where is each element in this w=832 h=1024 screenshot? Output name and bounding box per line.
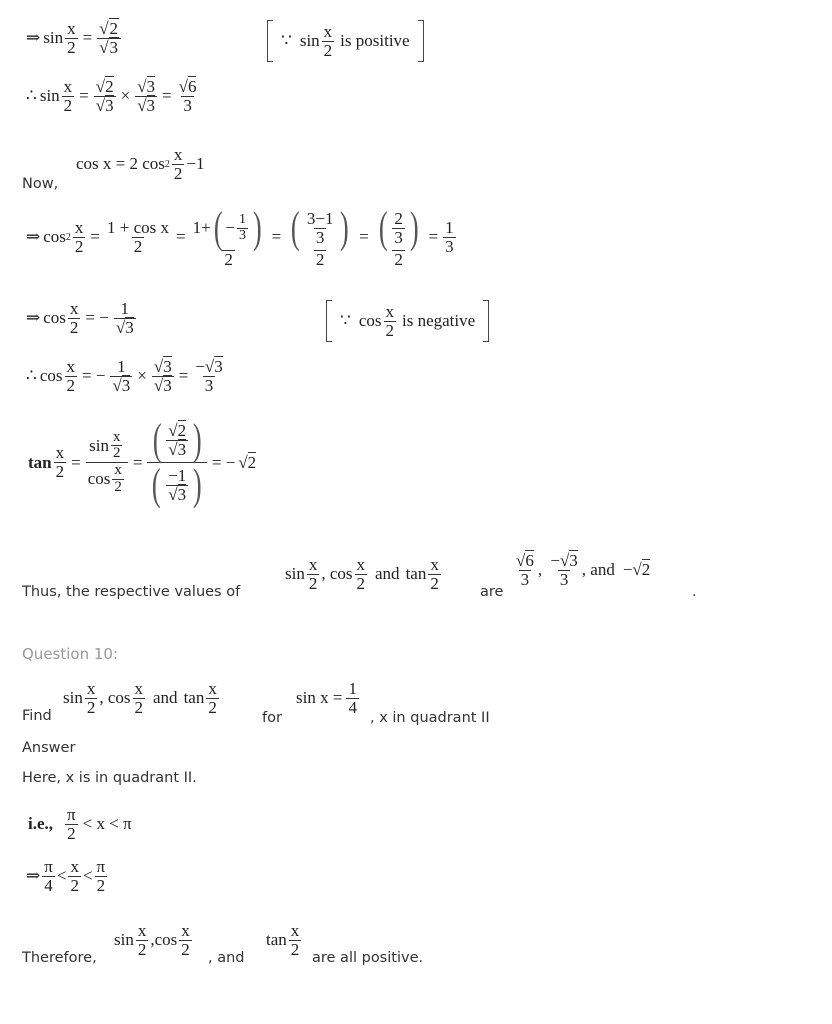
- equals-sign: =: [132, 452, 143, 472]
- conclusion-functions: sin $\frac{x}{2}$ , cos $\frac{x}{2}$ and tan $\frac{x}{2}$: [285, 555, 439, 593]
- cos-identity-lhs: cos x = 2 cos: [76, 154, 165, 174]
- fraction-x-over-2: $\frac{x}{2}$: [134, 679, 144, 717]
- inequality-rest: < x < π: [82, 814, 132, 834]
- fraction: ( $\frac{3-1}{3}$ ) 2: [291, 203, 350, 269]
- radicand: 2: [247, 452, 257, 472]
- fraction: $\frac{√2}{√3}$: [95, 77, 114, 115]
- right-bracket-icon: [418, 20, 424, 62]
- therefore-symbol: ∴: [26, 86, 37, 106]
- sin-label: sin: [39, 86, 60, 106]
- therefore-symbol: ∴: [26, 366, 37, 386]
- equals-sign: =: [176, 227, 186, 247]
- right-bracket-icon: [483, 300, 489, 342]
- less-than: <: [82, 866, 93, 886]
- fraction-x-over-2: $\frac{x}{2}$: [173, 145, 183, 183]
- ie-inequality: [28, 806, 132, 843]
- fraction: $\frac{1}{√3}$: [115, 299, 134, 337]
- eq-cos-double-angle: [76, 146, 205, 183]
- eq-sin-half-rationalized: [26, 78, 200, 115]
- cos-label: cos: [107, 688, 131, 708]
- fraction-pi-over-2: $\frac{\pi}{2}$: [67, 805, 76, 843]
- tan-label: tan: [183, 688, 205, 708]
- fraction-x-over-2: $\frac{x}{2}$: [66, 357, 75, 395]
- fraction: ( $\frac{2}{3}$ ) 2: [378, 203, 419, 269]
- fraction-pi-over-4: $\frac{\pi}{4}$: [44, 857, 53, 895]
- value-cos: $\frac{-√3}{3}$: [550, 551, 578, 589]
- fraction-x-over-2: $\frac{x}{2}$: [86, 679, 96, 717]
- sin-label: sin: [299, 31, 320, 50]
- conclusion-lead: Thus, the respective values of: [22, 584, 241, 600]
- eq-tan-half: tan $\frac{x}{2}$ = sin $\frac{x}{2}$ cos $\frac{x}{2}$ = ( $\frac{√2}{√3}$ ) ( $\frac{-1}{√3}$ ) = − √2: [28, 415, 257, 509]
- positive-text: are all positive.: [312, 950, 424, 966]
- equals-sign: =: [271, 227, 282, 247]
- sin-label: sin: [285, 564, 305, 584]
- question-functions: sin $\frac{x}{2}$ , cos $\frac{x}{2}$ and tan $\frac{x}{2}$: [63, 679, 217, 717]
- cos-label: cos: [329, 564, 353, 584]
- fraction: $\frac{√3}{√3}$: [137, 77, 156, 115]
- and-text: , and: [208, 950, 245, 966]
- given-lhs: sin x =: [296, 688, 343, 708]
- reason-text: is positive: [340, 31, 410, 50]
- cos-label: ,cos: [150, 930, 178, 950]
- and-text: and: [375, 564, 400, 584]
- fraction-x-over-2: $\frac{x}{2}$: [308, 555, 318, 593]
- equals-minus: = −: [211, 452, 236, 472]
- eq-sin-half-value: [26, 20, 123, 57]
- equals-minus: = −: [85, 308, 109, 328]
- find-label: Find: [22, 708, 52, 724]
- equals-sign: =: [359, 227, 369, 247]
- because-symbol: ∵: [340, 311, 351, 330]
- conclusion-values: $\frac{√6}{3}$ , $\frac{-√3}{3}$ , and −√2: [516, 551, 651, 589]
- implies-symbol: ⇒: [26, 308, 41, 328]
- period: .: [692, 584, 697, 600]
- here-text: Here, x is in quadrant II.: [22, 770, 197, 786]
- fraction: $\frac{√3}{√3}$: [153, 357, 172, 395]
- because-symbol: ∵: [281, 31, 292, 50]
- fraction: $\frac{\text{1 + cos x}}{2}$: [107, 218, 170, 256]
- sin-label: sin: [43, 28, 64, 48]
- question-heading: Question 10:: [22, 645, 118, 663]
- cos-label: cos: [39, 366, 63, 386]
- fraction-sin-over-cos: sin $\frac{x}{2}$ cos $\frac{x}{2}$: [86, 430, 128, 496]
- ie-label: i.e.,: [28, 814, 54, 834]
- equals-sign: =: [82, 28, 93, 48]
- and-text: , and: [581, 560, 615, 580]
- left-bracket-icon: [326, 300, 332, 342]
- now-label: Now,: [22, 176, 59, 192]
- value-sin: $\frac{√6}{3}$: [516, 551, 534, 589]
- fraction-x-over-2: $\frac{x}{2}$: [69, 299, 79, 337]
- therefore-tan: [266, 922, 303, 959]
- fraction-x-over-2: $\frac{x}{2}$: [74, 218, 84, 256]
- quadrant-text: , x in quadrant II: [370, 710, 490, 726]
- fraction-result: $\frac{√6}{3}$: [178, 77, 197, 115]
- fraction: $\frac{1}{√3}$: [112, 357, 131, 395]
- equals-sign: =: [79, 86, 89, 106]
- reason-sin-positive: [267, 20, 424, 62]
- fraction-x-over-2: $\frac{x}{2}$: [55, 443, 65, 481]
- times-symbol: ×: [120, 86, 131, 106]
- fraction-result: $\frac{1}{3}$: [445, 218, 454, 256]
- sin-label: sin: [114, 930, 134, 950]
- tan-label: tan: [28, 452, 52, 472]
- fraction-x-over-2: $\frac{x}{2}$: [385, 301, 394, 340]
- reason-cos-negative: [326, 300, 489, 342]
- given-sin-x: [296, 680, 361, 717]
- equals-sign: =: [178, 366, 189, 386]
- fraction-x-over-2: $\frac{x}{2}$: [208, 679, 217, 717]
- equals-sign: =: [428, 227, 439, 247]
- therefore-lead: Therefore,: [22, 950, 97, 966]
- fraction-x-over-2: $\frac{x}{2}$: [63, 77, 73, 115]
- fraction-x-over-2: $\frac{x}{2}$: [181, 921, 190, 959]
- fraction-root2-over-root3: $\frac{√2}{√3}$: [97, 20, 121, 57]
- cos-label: cos: [358, 311, 382, 330]
- fraction: 1+ ( − $\frac{1}{3}$ ) 2: [192, 203, 262, 269]
- therefore-functions: [114, 922, 194, 959]
- answer-label: Answer: [22, 740, 76, 756]
- fraction-pi-over-2: $\frac{\pi}{2}$: [96, 857, 106, 895]
- eq-cos-half-rationalized: [26, 358, 227, 395]
- fraction-x-over-2: $\frac{x}{2}$: [290, 921, 300, 959]
- cos-label: cos: [43, 227, 66, 247]
- equals-sign: =: [71, 452, 81, 472]
- fraction-nested: ( $\frac{√2}{√3}$ ) ( $\frac{-1}{√3}$ ): [147, 418, 206, 507]
- are-text: are: [480, 584, 504, 600]
- equals-sign: =: [90, 227, 101, 247]
- fraction-x-over-2: $\frac{x}{2}$: [356, 555, 366, 593]
- sin-label: sin: [63, 688, 83, 708]
- equals-sign: =: [162, 86, 172, 106]
- half-angle-inequality: [26, 858, 109, 895]
- minus-one: −1: [186, 154, 205, 174]
- fraction-x-over-2: $\frac{x}{2}$: [137, 921, 147, 959]
- tan-label: tan: [266, 930, 287, 950]
- eq-cos-half-value: [26, 300, 138, 337]
- less-than: <: [56, 866, 67, 886]
- implies-symbol: ⇒: [26, 28, 41, 48]
- implies-symbol: ⇒: [26, 227, 41, 247]
- fraction-x-over-2: $\frac{x}{2}$: [323, 21, 333, 60]
- for-label: for: [262, 710, 282, 726]
- cos-label: cos: [43, 308, 66, 328]
- fraction-x-over-2: $\frac{x}{2}$: [70, 857, 79, 895]
- fraction-x-over-2: $\frac{x}{2}$: [67, 19, 76, 57]
- implies-symbol: ⇒: [26, 866, 41, 886]
- fraction-x-over-2: $\frac{x}{2}$: [430, 555, 439, 593]
- left-bracket-icon: [267, 20, 273, 62]
- times-symbol: ×: [137, 366, 147, 386]
- eq-cos-squared-half: [26, 203, 458, 269]
- tan-label: tan: [405, 564, 427, 584]
- fraction-result: $\frac{-√3}{3}$: [195, 357, 223, 395]
- superscript: 2: [65, 231, 71, 243]
- value-tan: −√2: [622, 560, 651, 580]
- reason-text: is negative: [402, 311, 476, 330]
- and-text: and: [153, 688, 178, 708]
- equals-minus: = −: [82, 366, 106, 386]
- superscript: 2: [164, 158, 170, 170]
- fraction-1-over-4: $\frac{1}{4}$: [348, 679, 357, 717]
